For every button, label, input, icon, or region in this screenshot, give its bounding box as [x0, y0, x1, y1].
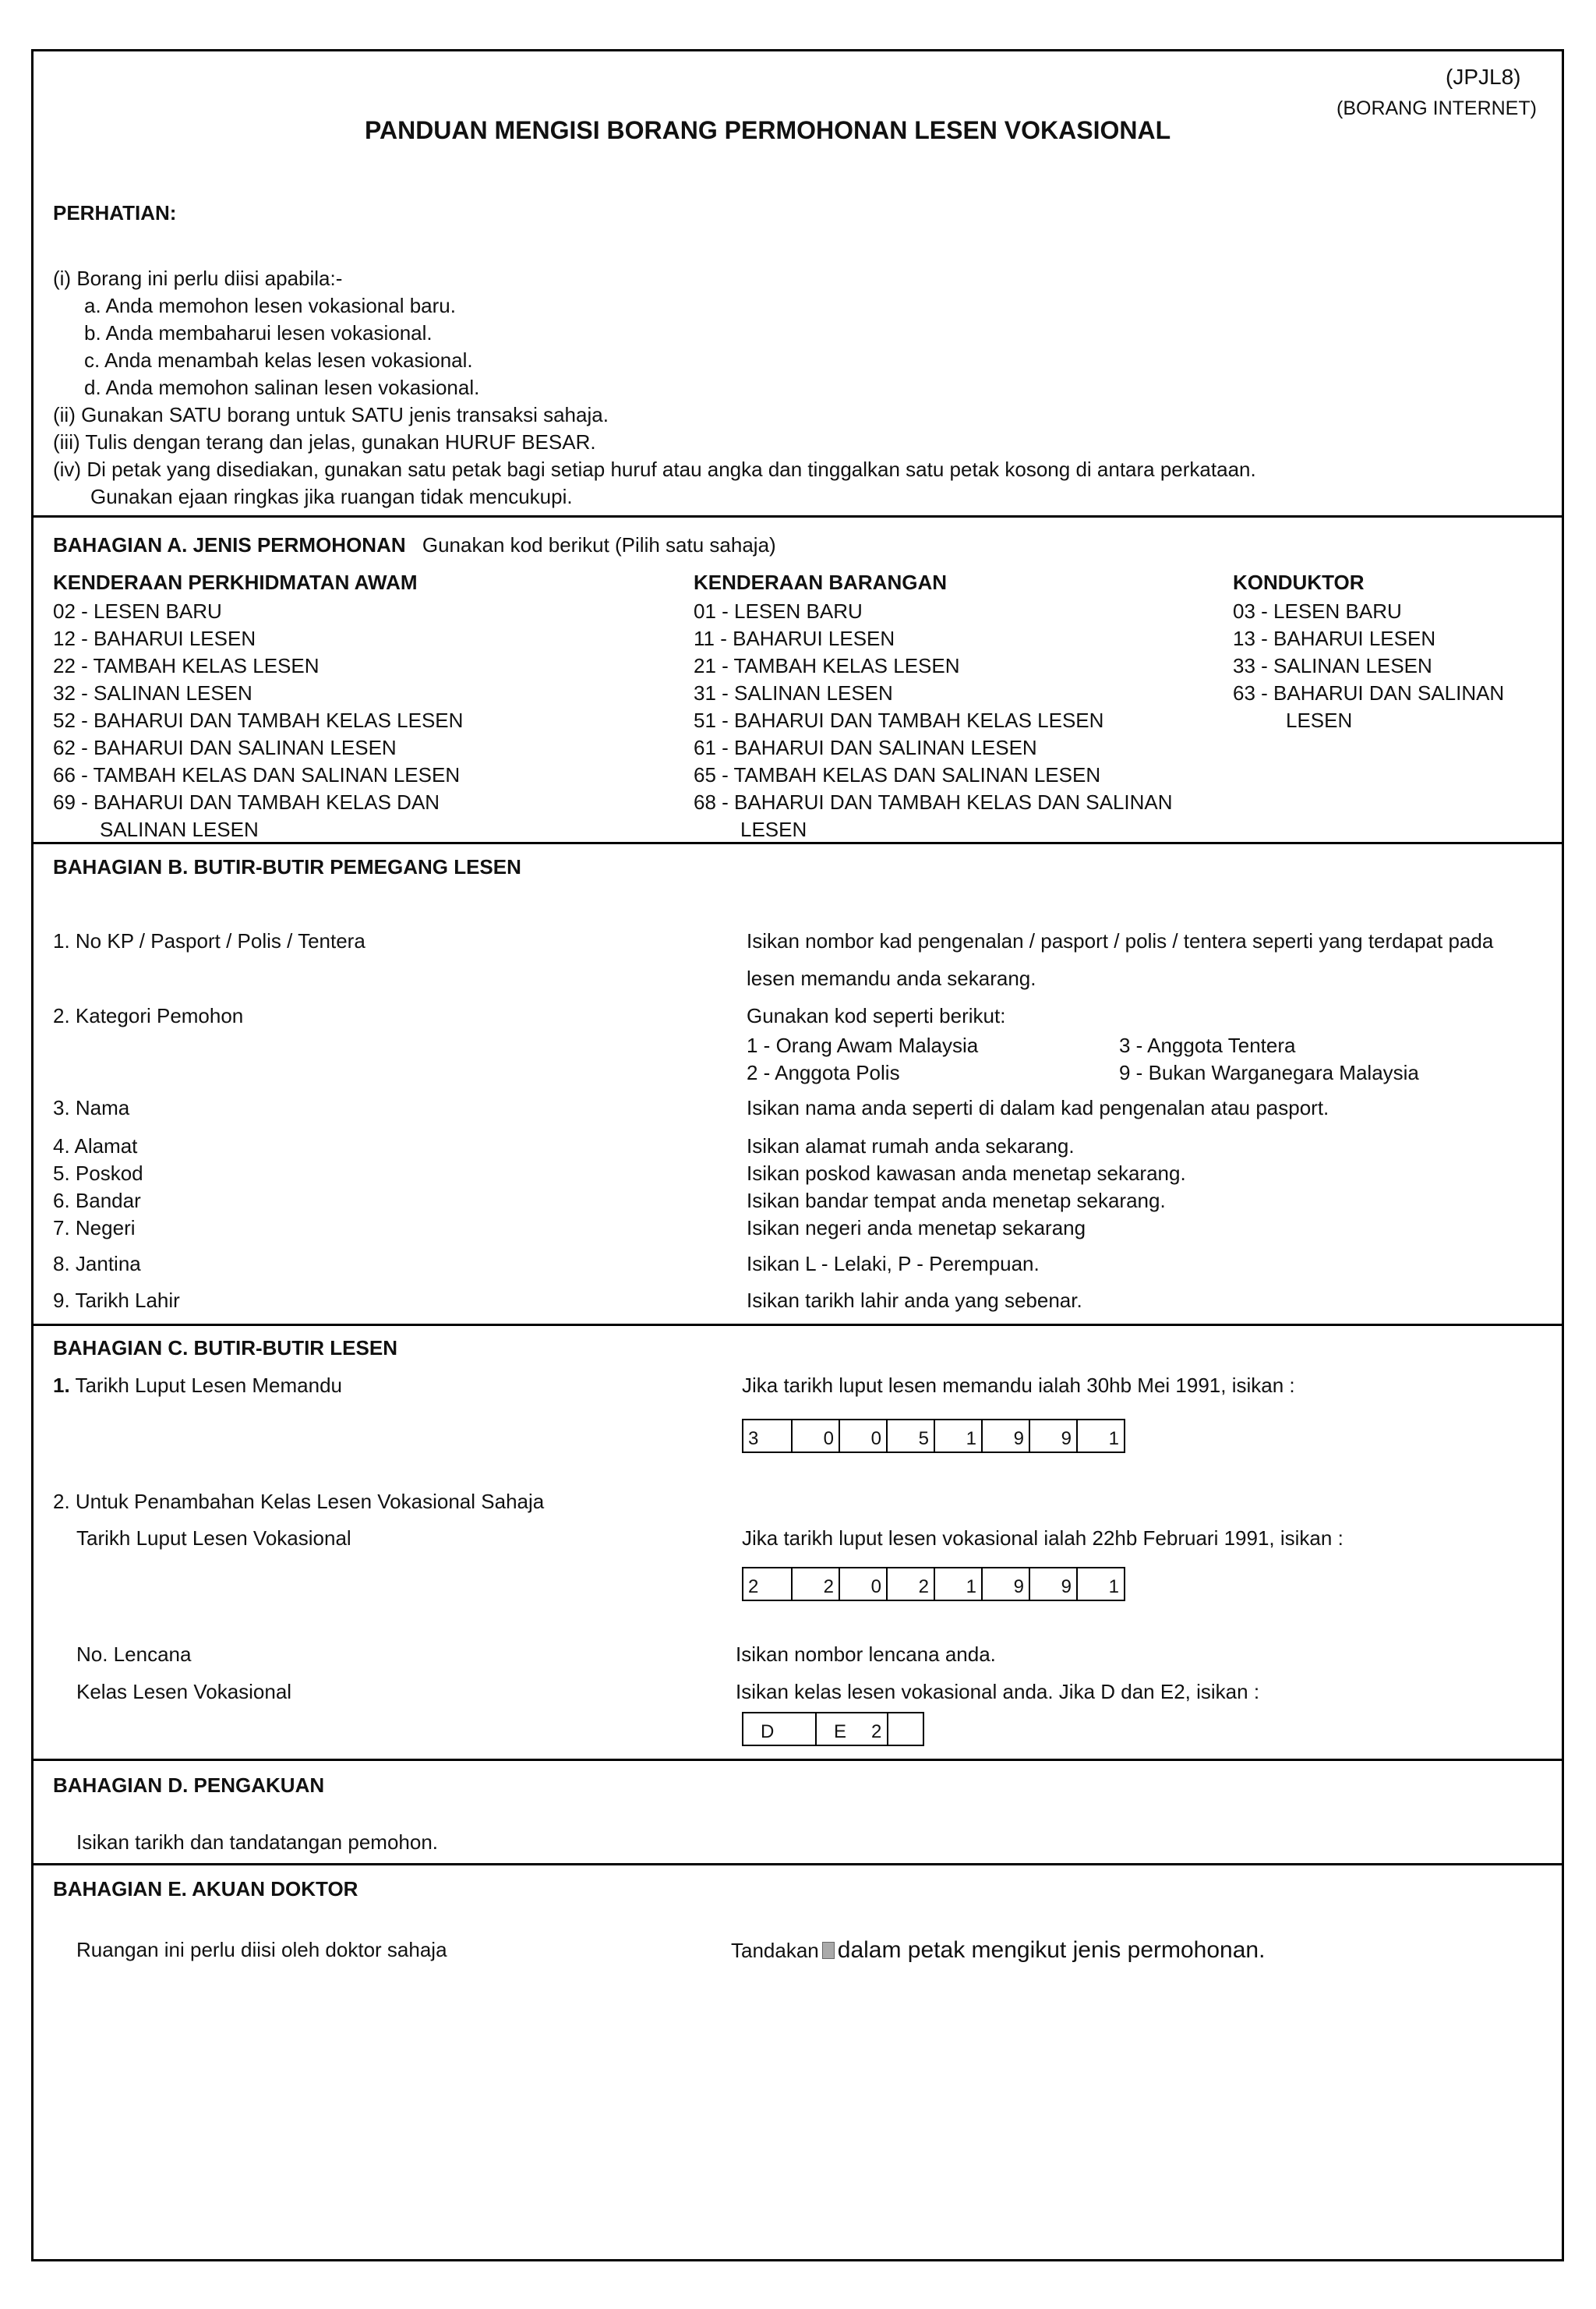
- field-label: 6. Bandar: [53, 1189, 141, 1212]
- field-desc: Isikan nama anda seperti di dalam kad pengenalan atau pasport.: [747, 1096, 1329, 1119]
- section-c-heading: BAHAGIAN C. BUTIR-BUTIR LESEN: [53, 1336, 397, 1360]
- code-item: 52 - BAHARUI DAN TAMBAH KELAS LESEN: [53, 709, 464, 732]
- date-box: 1: [934, 1568, 981, 1600]
- date-box: 9: [1029, 1568, 1076, 1600]
- date-box: 1: [934, 1420, 981, 1452]
- field-desc: Gunakan kod seperti berikut:: [747, 1004, 1006, 1027]
- code-item: 31 - SALINAN LESEN: [694, 681, 893, 705]
- notice-line: (iv) Di petak yang disediakan, gunakan satu petak bagi setiap huruf atau angka dan tinggalkan satu petak kosong di antara perkataan.: [53, 458, 1256, 481]
- date-box: 2: [886, 1568, 934, 1600]
- item-label: Tarikh Luput Lesen Memandu: [75, 1374, 342, 1397]
- field-label: 5. Poskod: [53, 1162, 143, 1185]
- date-example-boxes: [742, 1419, 1125, 1453]
- column-title: KENDERAAN BARANGAN: [694, 571, 947, 594]
- field-label: 9. Tarikh Lahir: [53, 1289, 180, 1312]
- section-a-instruction: Gunakan kod berikut (Pilih satu sahaja): [422, 533, 776, 557]
- item-number: 1.: [53, 1374, 70, 1397]
- field-label: 1. No KP / Pasport / Polis / Tentera: [53, 929, 365, 953]
- field-desc: Jika tarikh luput lesen vokasional ialah 22hb Februari 1991, isikan :: [742, 1526, 1344, 1550]
- section-b-heading: BAHAGIAN B. BUTIR-BUTIR PEMEGANG LESEN: [53, 855, 521, 879]
- date-box: 1: [1076, 1420, 1124, 1452]
- category-option: 1 - Orang Awam Malaysia: [747, 1034, 979, 1057]
- declaration-text: Isikan tarikh dan tandatangan pemohon.: [76, 1830, 439, 1854]
- item-label: Kelas Lesen Vokasional: [76, 1680, 292, 1703]
- notice-line: (iii) Tulis dengan terang dan jelas, gunakan HURUF BESAR.: [53, 430, 596, 454]
- code-item: 11 - BAHARUI LESEN: [694, 627, 895, 650]
- code-item: 03 - LESEN BARU: [1233, 599, 1402, 623]
- code-item: 63 - BAHARUI DAN SALINAN: [1233, 681, 1505, 705]
- code-item: SALINAN LESEN: [100, 818, 259, 841]
- licence-expiry-label: [53, 1374, 342, 1398]
- date-box: 9: [981, 1420, 1029, 1452]
- section-d-heading: BAHAGIAN D. PENGAKUAN: [53, 1773, 325, 1797]
- date-box: 3: [748, 1428, 759, 1449]
- class-example-boxes: [742, 1712, 924, 1746]
- date-box: 0: [839, 1420, 886, 1452]
- code-item: 12 - BAHARUI LESEN: [53, 627, 256, 650]
- date-box: 2: [791, 1568, 839, 1600]
- code-item: 61 - BAHARUI DAN SALINAN LESEN: [694, 736, 1037, 759]
- notice-line: a. Anda memohon lesen vokasional baru.: [84, 294, 456, 317]
- column-title: KENDERAAN PERKHIDMATAN AWAM: [53, 571, 418, 594]
- field-desc: Jika tarikh luput lesen memandu ialah 30hb Mei 1991, isikan :: [742, 1374, 1295, 1397]
- category-option: 3 - Anggota Tentera: [1119, 1034, 1296, 1057]
- section-a-heading: BAHAGIAN A. JENIS PERMOHONAN: [53, 533, 406, 557]
- code-item: 62 - BAHARUI DAN SALINAN LESEN: [53, 736, 397, 759]
- item-label: 2. Untuk Penambahan Kelas Lesen Vokasional Sahaja: [53, 1490, 545, 1513]
- code-item: 33 - SALINAN LESEN: [1233, 654, 1432, 677]
- code-item: 02 - LESEN BARU: [53, 599, 222, 623]
- date-example-boxes: [742, 1567, 1125, 1601]
- field-desc: Isikan bandar tempat anda menetap sekarang.: [747, 1189, 1166, 1212]
- form-subcode: (BORANG INTERNET): [1336, 97, 1537, 119]
- field-desc: Isikan alamat rumah anda sekarang.: [747, 1134, 1075, 1158]
- date-box: 1: [1076, 1568, 1124, 1600]
- divider: [31, 842, 1564, 844]
- field-desc: Isikan L - Lelaki, P - Perempuan.: [747, 1252, 1040, 1275]
- code-item: 13 - BAHARUI LESEN: [1233, 627, 1436, 650]
- notice-line: Gunakan ejaan ringkas jika ruangan tidak mencukupi.: [90, 485, 573, 508]
- code-item: 21 - TAMBAH KELAS LESEN: [694, 654, 960, 677]
- field-desc: Isikan tarikh lahir anda yang sebenar.: [747, 1289, 1082, 1312]
- field-desc: Isikan nombor kad pengenalan / pasport / polis / tentera seperti yang terdapat pada: [747, 929, 1494, 953]
- field-desc: lesen memandu anda sekarang.: [747, 967, 1036, 990]
- divider: [31, 1759, 1564, 1761]
- code-item: 01 - LESEN BARU: [694, 599, 863, 623]
- checkbox-icon: [822, 1942, 835, 1959]
- code-item: 51 - BAHARUI DAN TAMBAH KELAS LESEN: [694, 709, 1104, 732]
- divider: [31, 515, 1564, 518]
- field-label: 3. Nama: [53, 1096, 130, 1119]
- field-label: 8. Jantina: [53, 1252, 141, 1275]
- doctor-note: Ruangan ini perlu diisi oleh doktor sahaja: [76, 1938, 447, 1961]
- code-item: LESEN: [740, 818, 807, 841]
- section-a-header: [53, 533, 776, 557]
- notice-line: d. Anda memohon salinan lesen vokasional.: [84, 376, 480, 399]
- divider: [31, 1324, 1564, 1326]
- notice-line: c. Anda menambah kelas lesen vokasional.: [84, 348, 473, 372]
- divider: [31, 1863, 1564, 1865]
- category-option: 9 - Bukan Warganegara Malaysia: [1119, 1061, 1419, 1084]
- notice-line: (i) Borang ini perlu diisi apabila:-: [53, 267, 343, 290]
- code-item: 68 - BAHARUI DAN TAMBAH KELAS DAN SALINAN: [694, 790, 1173, 814]
- code-item: 22 - TAMBAH KELAS LESEN: [53, 654, 320, 677]
- notice-line: (ii) Gunakan SATU borang untuk SATU jenis transaksi sahaja.: [53, 403, 609, 426]
- column-title: KONDUKTOR: [1233, 571, 1365, 594]
- tick-instruction: Tandakan dalam petak mengikut jenis permohonan.: [731, 1937, 1266, 1963]
- date-box: 0: [839, 1568, 886, 1600]
- class-box: D: [761, 1721, 775, 1742]
- date-box: 9: [981, 1568, 1029, 1600]
- field-label: 4. Alamat: [53, 1134, 138, 1158]
- section-e-heading: BAHAGIAN E. AKUAN DOKTOR: [53, 1877, 358, 1901]
- form-code: (JPJL8): [1446, 65, 1521, 89]
- item-label: No. Lencana: [76, 1642, 192, 1666]
- field-desc: Isikan nombor lencana anda.: [736, 1642, 996, 1666]
- date-box: 2: [748, 1576, 759, 1597]
- page-title: PANDUAN MENGISI BORANG PERMOHONAN LESEN VOKASIONAL: [365, 116, 1171, 144]
- field-label: 7. Negeri: [53, 1216, 136, 1239]
- code-item: 69 - BAHARUI DAN TAMBAH KELAS DAN: [53, 790, 440, 814]
- date-box: 9: [1029, 1420, 1076, 1452]
- date-box: 5: [886, 1420, 934, 1452]
- code-item: LESEN: [1286, 709, 1353, 732]
- class-box: E 2: [815, 1713, 887, 1745]
- notice-line: b. Anda membaharui lesen vokasional.: [84, 321, 433, 345]
- notice-heading: PERHATIAN:: [53, 201, 177, 225]
- class-box: [887, 1713, 923, 1745]
- field-desc: Isikan poskod kawasan anda menetap sekarang.: [747, 1162, 1186, 1185]
- field-desc: Isikan negeri anda menetap sekarang: [747, 1216, 1086, 1239]
- category-option: 2 - Anggota Polis: [747, 1061, 900, 1084]
- field-label: 2. Kategori Pemohon: [53, 1004, 244, 1027]
- code-item: 66 - TAMBAH KELAS DAN SALINAN LESEN: [53, 763, 461, 787]
- date-box: 0: [791, 1420, 839, 1452]
- code-item: 32 - SALINAN LESEN: [53, 681, 252, 705]
- field-desc: Isikan kelas lesen vokasional anda. Jika D dan E2, isikan :: [736, 1680, 1260, 1703]
- code-item: 65 - TAMBAH KELAS DAN SALINAN LESEN: [694, 763, 1101, 787]
- item-label: Tarikh Luput Lesen Vokasional: [76, 1526, 351, 1550]
